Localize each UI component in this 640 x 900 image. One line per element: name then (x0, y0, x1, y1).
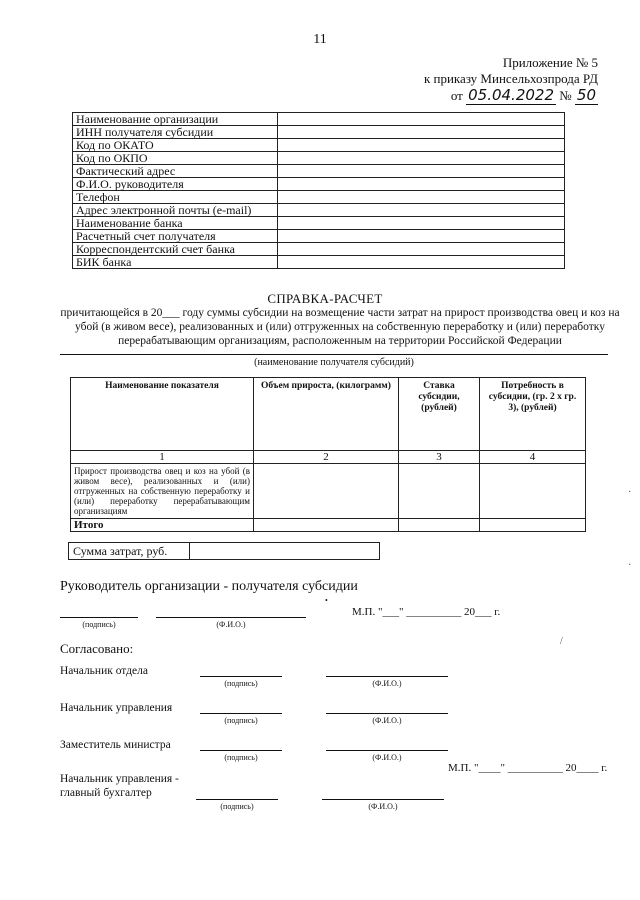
role-deputy-minister: Заместитель министра (60, 739, 171, 751)
signature-caption: (подпись) (224, 716, 258, 725)
org-row (73, 204, 565, 217)
scan-mark: · (628, 487, 632, 498)
role-administration-head: Начальник управления (60, 702, 173, 714)
org-label: БИК банка (73, 256, 278, 269)
signature-caption: (подпись) (224, 753, 258, 762)
signature-line[interactable] (60, 617, 138, 618)
org-value-cell[interactable] (278, 126, 565, 139)
org-value-cell[interactable] (278, 204, 565, 217)
org-label: Телефон (73, 191, 278, 204)
sum-value-cell[interactable] (190, 543, 380, 560)
org-value-cell[interactable] (278, 139, 565, 152)
fio-line[interactable] (326, 750, 448, 751)
fio-caption: (Ф.И.О.) (372, 716, 402, 725)
signature-caption: (подпись) (82, 620, 116, 629)
org-row (73, 217, 565, 230)
org-row (73, 139, 565, 152)
scan-mark: · (628, 560, 632, 571)
number-sign: № (559, 88, 572, 103)
recipient-caption: (наименование получателя субсидий) (254, 357, 414, 368)
appendix-line-2: к приказу Минсельхозпрода РД (423, 71, 598, 86)
header-row (71, 378, 586, 451)
sum-row (69, 543, 380, 560)
org-row (73, 243, 565, 256)
fio-caption: (Ф.И.О.) (372, 753, 402, 762)
column-number: 3 (399, 451, 480, 464)
org-value-cell[interactable] (278, 230, 565, 243)
total-need-cell[interactable] (480, 519, 586, 532)
calculation-table (70, 377, 586, 532)
role-department-head: Начальник отдела (60, 665, 148, 677)
appendix-date-line (424, 87, 598, 104)
signature-caption: (подпись) (220, 802, 254, 811)
org-value-cell[interactable] (278, 178, 565, 191)
column-number: 1 (71, 451, 254, 464)
appendix-from: от (450, 88, 463, 103)
total-volume-cell[interactable] (254, 519, 399, 532)
appendix-line-1: Приложение № 5 (502, 55, 598, 70)
org-label: Наименование организации (73, 113, 278, 126)
org-label: Наименование банка (73, 217, 278, 230)
org-label: Корреспондентский счет банка (73, 243, 278, 256)
org-row (73, 230, 565, 243)
document-title: СПРАВКА-РАСЧЕТ (267, 291, 383, 306)
org-value-cell[interactable] (278, 113, 565, 126)
role-chief-accountant: Начальник управления - главный бухгалтер (60, 773, 179, 799)
header-rate: Ставка субсидии, (рублей) (399, 378, 480, 451)
org-value-cell[interactable] (278, 243, 565, 256)
org-value-cell[interactable] (278, 165, 565, 178)
signature-line[interactable] (200, 713, 282, 714)
org-label: Адрес электронной почты (e-mail) (73, 204, 278, 217)
org-label: Код по ОКАТО (73, 139, 278, 152)
appendix-header (424, 55, 598, 104)
fio-line[interactable] (156, 617, 306, 618)
fio-line[interactable] (326, 676, 448, 677)
fio-line[interactable] (326, 713, 448, 714)
handwritten-date: 05.04.2022 (468, 86, 554, 104)
org-row (73, 113, 565, 126)
column-number: 4 (480, 451, 586, 464)
stamp-date-line-2: М.П. "____" __________ 20____ г. (448, 762, 608, 774)
rate-cell[interactable] (399, 464, 480, 519)
volume-cell[interactable] (254, 464, 399, 519)
org-row (73, 126, 565, 139)
org-value-cell[interactable] (278, 152, 565, 165)
org-label: ИНН получателя субсидии (73, 126, 278, 139)
header-volume: Объем прироста, (килограмм) (254, 378, 399, 451)
total-label: Итого (71, 519, 254, 532)
org-value-cell[interactable] (278, 191, 565, 204)
header-indicator: Наименование показателя (71, 378, 254, 451)
need-cell[interactable] (480, 464, 586, 519)
org-value-cell[interactable] (278, 256, 565, 269)
org-row (73, 178, 565, 191)
total-row (71, 519, 586, 532)
fio-caption: (Ф.И.О.) (216, 620, 246, 629)
stamp-date-line: М.П. "___" __________ 20___ г. (352, 606, 501, 618)
sum-table (68, 542, 380, 560)
scan-mark: / (560, 636, 563, 647)
document-subtitle: причитающейся в 20___ году суммы субсидии на возмещение части затрат на прирост производства овец и коз на убой (в живом весе), реализованных и (или) отгруженных на собственную переработку и (или) переработку перерабатывающим организациям, расположенным на территории Российской Федерации (60, 307, 620, 347)
fio-line[interactable] (322, 799, 444, 800)
org-row (73, 191, 565, 204)
column-number-row (71, 451, 586, 464)
agreed-heading: Согласовано: (60, 641, 134, 656)
column-number: 2 (254, 451, 399, 464)
signature-line[interactable] (200, 750, 282, 751)
signature-line[interactable] (196, 799, 278, 800)
data-row (71, 464, 586, 519)
org-label: Код по ОКПО (73, 152, 278, 165)
org-value-cell[interactable] (278, 217, 565, 230)
org-label: Ф.И.О. руководителя (73, 178, 278, 191)
total-rate-cell[interactable] (399, 519, 480, 532)
org-label: Расчетный счет получателя (73, 230, 278, 243)
org-row (73, 165, 565, 178)
recipient-name-line[interactable] (60, 354, 608, 355)
signature-line[interactable] (200, 676, 282, 677)
org-row (73, 152, 565, 165)
org-row (73, 256, 565, 269)
stray-mark: • (325, 596, 328, 605)
fio-caption: (Ф.И.О.) (368, 802, 398, 811)
page-number: 11 (313, 32, 327, 47)
signature-caption: (подпись) (224, 679, 258, 688)
head-of-organization-title: Руководитель организации - получателя субсидии (60, 579, 358, 594)
header-need: Потребность в субсидии, (гр. 2 х гр. 3), (рублей) (480, 378, 586, 451)
fio-caption: (Ф.И.О.) (372, 679, 402, 688)
sum-label: Сумма затрат, руб. (69, 543, 190, 560)
indicator-description: Прирост производства овец и коз на убой (в живом весе), реализованных и (или) отгруженных на собственную переработку и (или) переработку перерабатывающим организациям (71, 464, 254, 519)
org-label: Фактический адрес (73, 165, 278, 178)
organization-table (72, 112, 565, 269)
handwritten-number: 50 (576, 86, 596, 104)
